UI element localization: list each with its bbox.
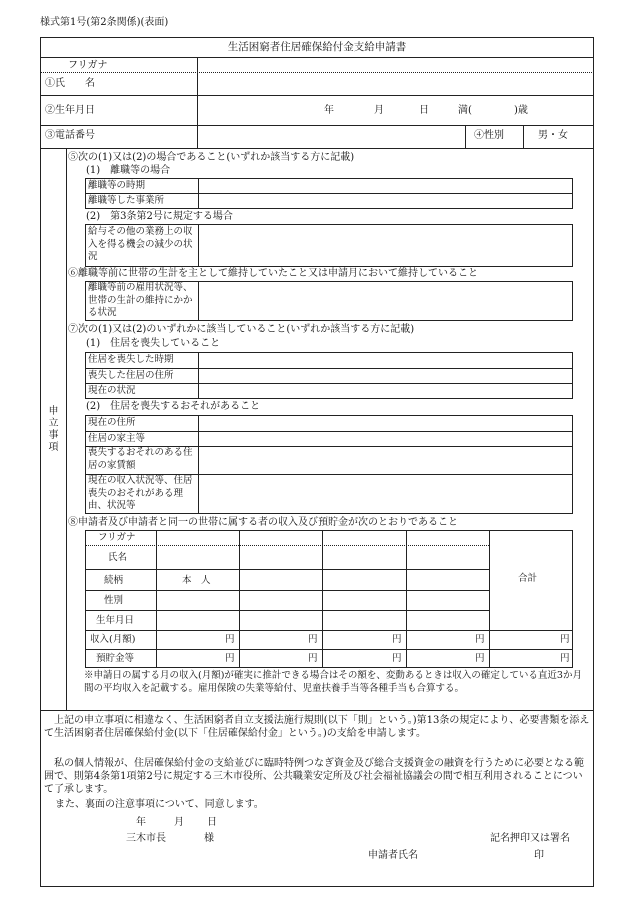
seal-note: 記名押印又は署名	[490, 833, 570, 844]
declaration-paragraph-2: 私の個人情報が、住居確保給付金の支給並びに臨時特例つなぎ資金及び総合支援資金の融資を行うために必要となる範囲で、則第4条第1項第2号に規定する三木市役所、公共職業安定所及び社会福祉協議会の間で相互利用されることについて了承します。	[44, 758, 584, 796]
furigana-input[interactable]	[200, 58, 590, 71]
yen-unit: 円	[225, 653, 235, 664]
table-row-label: 喪失するおそれのある住居の家賃額	[88, 447, 193, 471]
household-row-label: 続柄	[104, 575, 124, 586]
household-row-label: フリガナ	[98, 532, 136, 543]
table-row-label: 現在の収入状況等、住居喪失のおそれがある理由、状況等	[88, 475, 193, 512]
table-row-label: 給与その他の業務上の収入を得る機会の減少の状況	[88, 226, 193, 263]
date-day-unit: 日	[207, 817, 217, 828]
household-row-label: 性別	[104, 595, 124, 606]
phone-label: ③電話番号	[45, 130, 95, 141]
section7-heading: ⑦次の(1)又は(2)のいずれかに該当していること(いずれか該当する方に記載)	[68, 324, 415, 335]
applicant-name-input[interactable]	[432, 846, 528, 864]
table-row-label: 住居を喪失した時期	[88, 354, 174, 365]
name-label: ①氏 名	[45, 78, 95, 89]
yen-unit: 円	[225, 634, 235, 645]
date-year-unit: 年	[136, 817, 146, 828]
housing-loss-date-input[interactable]	[200, 353, 571, 367]
current-status-input[interactable]	[200, 384, 571, 398]
table-row-label: 喪失した住居の住所	[88, 370, 174, 381]
household-table	[85, 530, 573, 668]
date-month-unit: 月	[174, 817, 184, 828]
mayor-suffix: 様	[204, 833, 214, 844]
table-row-label: 離職等前の雇用状況等、世帯の生計の維持にかかる状況	[88, 282, 193, 319]
birthdate-label: ②生年月日	[45, 105, 95, 116]
landlord-input[interactable]	[200, 432, 571, 445]
self-relation: 本 人	[182, 575, 211, 586]
table-row-label: 離職等した事業所	[88, 195, 165, 206]
resignation-employer-input[interactable]	[200, 194, 571, 208]
declaration-paragraph-1: 上記の申立事項に相違なく、生活困窮者自立支援法施行規則(以下「則」という。)第13条の規定により、必要書類を添えて生活困窮者住居確保給付金(以下「住居確保給付金」という。)の支給を申請します。	[44, 715, 590, 740]
table-row-label: 離職等の時期	[88, 180, 146, 191]
household-row-label: 預貯金等	[96, 653, 135, 664]
section8-note: ※申請日の属する月の収入(月額)が確実に推計できる場合はその額を、変動あるときは収入の確定している直近3か月間の平均収入を記載する。雇用保険の失業等給付、児童扶養手当等各種手当も合算する。	[84, 670, 582, 694]
rent-amount-input[interactable]	[200, 447, 571, 473]
yen-unit: 円	[308, 634, 318, 645]
birth-month-unit: 月	[374, 105, 384, 116]
risk-reason-input[interactable]	[200, 475, 571, 513]
birthdate-input[interactable]	[200, 97, 590, 124]
furigana-label: フリガナ	[68, 60, 108, 71]
lost-address-input[interactable]	[200, 369, 571, 382]
sex-options[interactable]: 男・女	[538, 130, 568, 141]
yen-unit: 円	[392, 653, 402, 664]
age-prefix: 満(	[458, 105, 472, 116]
yen-unit: 円	[308, 653, 318, 664]
age-suffix: )歳	[514, 105, 528, 116]
table-row-label: 住居の家主等	[88, 433, 146, 444]
livelihood-input[interactable]	[200, 282, 571, 320]
section5-sub1: (1) 離職等の場合	[86, 165, 171, 176]
applicant-name-label: 申請者氏名	[368, 850, 418, 861]
resignation-date-input[interactable]	[200, 179, 571, 192]
yen-unit: 円	[560, 653, 570, 664]
declaration-paragraph-3: また、裏面の注意事項について、同意します。	[55, 799, 264, 810]
yen-unit: 円	[560, 634, 570, 645]
household-row-label: 収入(月額)	[90, 634, 136, 645]
table-row-label: 現在の状況	[88, 385, 136, 396]
seal-mark: 印	[534, 850, 544, 861]
form-title: 生活困窮者住居確保給付金支給申請書	[227, 41, 407, 53]
sex-label: ④性別	[474, 130, 504, 141]
mayor-label: 三木市長	[126, 833, 166, 844]
household-row-label: 生年月日	[96, 615, 135, 626]
current-address-input[interactable]	[200, 416, 571, 430]
name-input[interactable]	[200, 74, 590, 94]
form-number: 様式第1号(第2条関係)(表面)	[40, 17, 169, 28]
section5-heading: ⑤次の(1)又は(2)の場合であること(いずれか該当する方に記載)	[68, 152, 355, 163]
yen-unit: 円	[475, 634, 485, 645]
yen-unit: 円	[475, 653, 485, 664]
section8-heading: ⑧申請者及び申請者と同一の世帯に属する者の収入及び預貯金が次のとおりであること	[68, 517, 458, 528]
side-label: 申立事項	[46, 405, 57, 453]
section5-sub2: (2) 第3条第2号に規定する場合	[86, 211, 233, 222]
phone-input[interactable]	[200, 127, 462, 147]
yen-unit: 円	[392, 634, 402, 645]
birth-year-unit: 年	[324, 105, 334, 116]
birth-day-unit: 日	[419, 105, 429, 116]
section6-heading: ⑥離職等前に世帯の生計を主として維持していたこと又は申請月において維持していること	[68, 268, 478, 279]
total-label: 合計	[518, 573, 538, 584]
section7-sub1: (1) 住居を喪失していること	[86, 338, 221, 349]
table-row-label: 現在の住所	[88, 417, 136, 428]
income-decrease-input[interactable]	[200, 225, 571, 266]
household-row-label: 氏名	[108, 552, 128, 563]
section7-sub2: (2) 住居を喪失するおそれがあること	[86, 401, 261, 412]
